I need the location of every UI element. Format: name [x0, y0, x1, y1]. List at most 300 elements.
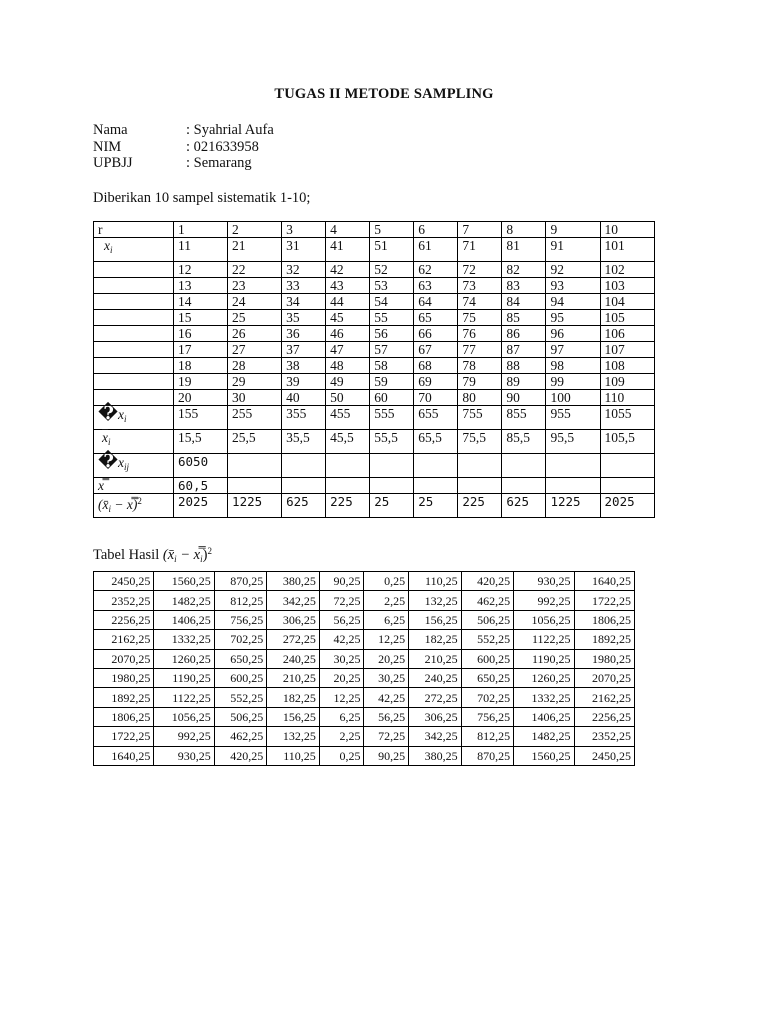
table2-title-sup: 2: [207, 546, 212, 556]
table-cell: 56,25: [364, 707, 409, 726]
table-cell: 24: [228, 294, 282, 310]
table-cell: 1260,25: [514, 668, 574, 687]
table-cell: 35: [282, 310, 326, 326]
table-cell: 46: [326, 326, 370, 342]
table-cell: [546, 478, 600, 494]
table-cell: 88: [502, 358, 546, 374]
table-cell: 2070,25: [94, 649, 154, 668]
table-cell: 342,25: [267, 591, 320, 610]
table-cell: 506,25: [214, 707, 267, 726]
table-cell: [94, 358, 174, 374]
table-cell: 6: [414, 222, 458, 238]
table-cell: 12,25: [319, 688, 364, 707]
table-cell: 71: [458, 238, 502, 262]
table-cell: 156,25: [267, 707, 320, 726]
table-cell: [228, 478, 282, 494]
table-cell: 1190,25: [154, 668, 214, 687]
table-cell: 36: [282, 326, 326, 342]
table-row: [94, 668, 635, 687]
table-cell: [94, 238, 174, 262]
table-cell: 106: [600, 326, 654, 342]
table-cell: 74: [458, 294, 502, 310]
table-cell: 625: [502, 494, 546, 518]
table-cell: 1225: [228, 494, 282, 518]
table-cell: 155: [174, 406, 228, 430]
table-cell: 4: [326, 222, 370, 238]
table-cell: 99: [546, 374, 600, 390]
table2-title-sub: i: [174, 554, 177, 564]
table-cell: 462,25: [214, 727, 267, 746]
table-cell: 80: [458, 390, 502, 406]
table-cell: 105: [600, 310, 654, 326]
table-cell: 79: [458, 374, 502, 390]
table-cell: 45: [326, 310, 370, 326]
table-cell: 102: [600, 262, 654, 278]
table-cell: 25: [228, 310, 282, 326]
table-cell: 2352,25: [94, 591, 154, 610]
table-cell: 31: [282, 238, 326, 262]
table-cell: 27: [228, 342, 282, 358]
table-cell: 72,25: [364, 727, 409, 746]
table-cell: 42,25: [364, 688, 409, 707]
page-title: TUGAS II METODE SAMPLING: [274, 86, 494, 102]
table-cell: 10: [600, 222, 654, 238]
table-cell: 22: [228, 262, 282, 278]
table-cell: 108: [600, 358, 654, 374]
table-cell: [94, 494, 174, 518]
table-cell: 29: [228, 374, 282, 390]
table-cell: 355: [282, 406, 326, 430]
table-cell: 56,25: [319, 610, 364, 629]
mean-var: $\overline{x}$: [102, 430, 108, 445]
table-cell: 91: [546, 238, 600, 262]
table-cell: 5: [370, 222, 414, 238]
table-row: [94, 688, 635, 707]
table-cell: [600, 454, 654, 478]
table-cell: 240,25: [409, 668, 462, 687]
table-cell: 1980,25: [94, 668, 154, 687]
table-cell: 702,25: [214, 630, 267, 649]
table-cell: 1640,25: [94, 746, 154, 765]
table-cell: 90,25: [364, 746, 409, 765]
table-row: [94, 238, 655, 262]
table-cell: 34: [282, 294, 326, 310]
table-cell: 1640,25: [574, 572, 634, 591]
table-cell: 73: [458, 278, 502, 294]
table-cell: 0,25: [364, 572, 409, 591]
table-cell: 19: [174, 374, 228, 390]
sq-label-sup: 2: [137, 496, 142, 506]
table-cell: 76: [458, 326, 502, 342]
total-sub: ij: [124, 462, 130, 472]
table-cell: 52: [370, 262, 414, 278]
table-row: [94, 342, 655, 358]
table-cell: 25,5: [228, 430, 282, 454]
table-row: [94, 294, 655, 310]
table-cell: 58: [370, 358, 414, 374]
table-cell: 2,25: [364, 591, 409, 610]
table-cell: 30: [228, 390, 282, 406]
table-cell: 756,25: [214, 610, 267, 629]
table-cell: [370, 454, 414, 478]
table-cell: 97: [546, 342, 600, 358]
table-cell: 1122,25: [154, 688, 214, 707]
table-cell: 1892,25: [574, 630, 634, 649]
table-cell: 1722,25: [94, 727, 154, 746]
table-row: [94, 390, 655, 406]
table-row-total: [94, 454, 655, 478]
result-table: [93, 571, 635, 766]
table-cell: x̿: [94, 478, 174, 494]
table-cell: [94, 342, 174, 358]
table2-title-expr: (x̄: [162, 547, 175, 563]
table-cell: 132,25: [267, 727, 320, 746]
table-cell: 69: [414, 374, 458, 390]
table-cell: 240,25: [267, 649, 320, 668]
table-cell: 13: [174, 278, 228, 294]
systematic-sample-table: [93, 221, 655, 518]
table-cell: 38: [282, 358, 326, 374]
table-row: [94, 610, 635, 629]
table-cell: 2450,25: [94, 572, 154, 591]
table-cell: 12: [174, 262, 228, 278]
table-cell: [326, 478, 370, 494]
table-cell: 42: [326, 262, 370, 278]
table-cell: 57: [370, 342, 414, 358]
table-cell: 37: [282, 342, 326, 358]
table-row: [94, 630, 635, 649]
table-cell: 210,25: [409, 649, 462, 668]
info-label: NIM: [93, 139, 122, 155]
table-row-header: [94, 222, 655, 238]
table-cell: 83: [502, 278, 546, 294]
table-cell: [94, 451, 174, 478]
table-cell: 1332,25: [514, 688, 574, 707]
table-row: [94, 374, 655, 390]
table-cell: 20: [174, 390, 228, 406]
table-cell: 306,25: [267, 610, 320, 629]
table-cell: 955: [546, 406, 600, 430]
table-cell: [94, 326, 174, 342]
table-cell: 552,25: [461, 630, 514, 649]
table-cell: 105,5: [600, 430, 654, 454]
table-cell: 26: [228, 326, 282, 342]
table-cell: 342,25: [409, 727, 462, 746]
table-cell: 96: [546, 326, 600, 342]
table-row-sum: [94, 406, 655, 430]
table-row: [94, 310, 655, 326]
table-cell: 92: [546, 262, 600, 278]
table-cell: [94, 294, 174, 310]
table-cell: [370, 478, 414, 494]
table-cell: 1055: [600, 406, 654, 430]
table-cell: [458, 478, 502, 494]
table-cell: 87: [502, 342, 546, 358]
table-cell: 30,25: [364, 668, 409, 687]
table-cell: 30,25: [319, 649, 364, 668]
intro-text: Diberikan 10 sampel sistematik 1-10;: [93, 190, 311, 206]
table-row: [94, 707, 635, 726]
table-cell: 992,25: [154, 727, 214, 746]
table-cell: [458, 454, 502, 478]
table-cell: 45,5: [326, 430, 370, 454]
sum-var: x: [118, 407, 125, 422]
table-cell: 2352,25: [574, 727, 634, 746]
table-cell: [228, 454, 282, 478]
table-cell: 1056,25: [514, 610, 574, 629]
table-cell: 8: [502, 222, 546, 238]
table-cell: 756,25: [461, 707, 514, 726]
table-cell: 35,5: [282, 430, 326, 454]
table-cell: 85: [502, 310, 546, 326]
table-cell: 84: [502, 294, 546, 310]
table-cell: 6,25: [364, 610, 409, 629]
table-cell: 23: [228, 278, 282, 294]
table-cell: 1190,25: [514, 649, 574, 668]
table-cell: 95,5: [546, 430, 600, 454]
table-cell: 78: [458, 358, 502, 374]
table-cell: [94, 262, 174, 278]
table-cell: [94, 310, 174, 326]
table-cell: 93: [546, 278, 600, 294]
table-cell: 702,25: [461, 688, 514, 707]
table-cell: 110,25: [409, 572, 462, 591]
table-cell: [282, 478, 326, 494]
table-cell: 930,25: [514, 572, 574, 591]
table-cell: 110: [600, 390, 654, 406]
table-cell: [326, 454, 370, 478]
table-cell: 48: [326, 358, 370, 374]
table-cell: 56: [370, 326, 414, 342]
info-label: Nama: [93, 122, 128, 138]
table-cell: 255: [228, 406, 282, 430]
table-cell: 1806,25: [94, 707, 154, 726]
table-cell: 1806,25: [574, 610, 634, 629]
table-cell: 47: [326, 342, 370, 358]
table-cell: 95: [546, 310, 600, 326]
table-cell: 39: [282, 374, 326, 390]
table-cell: 870,25: [214, 572, 267, 591]
x-label: x: [104, 238, 110, 253]
table-cell: 2,25: [319, 727, 364, 746]
table-cell: 0,25: [319, 746, 364, 765]
table-cell: 25: [414, 494, 458, 518]
table-cell: 51: [370, 238, 414, 262]
info-value: : Semarang: [186, 155, 252, 171]
table-cell: 85,5: [502, 430, 546, 454]
table-cell: 55: [370, 310, 414, 326]
sq-label-rest: − x̿): [111, 497, 138, 512]
info-value: : Syahrial Aufa: [186, 122, 274, 138]
sq-label-sub: i: [108, 504, 112, 514]
table-cell: 455: [326, 406, 370, 430]
table-cell: 2: [228, 222, 282, 238]
table-cell: 86: [502, 326, 546, 342]
table-cell: 1056,25: [154, 707, 214, 726]
table-cell: [414, 478, 458, 494]
table-cell: 1482,25: [514, 727, 574, 746]
table-cell: 44: [326, 294, 370, 310]
table-cell: 272,25: [409, 688, 462, 707]
table-cell: 65,5: [414, 430, 458, 454]
table2-title-prefix: Tabel Hasil: [93, 547, 163, 563]
table-cell: 552,25: [214, 688, 267, 707]
table-cell: 94: [546, 294, 600, 310]
table2-title-close: ): [202, 547, 208, 563]
table-cell: 90: [502, 390, 546, 406]
table-cell: 101: [600, 238, 654, 262]
table-cell: 41: [326, 238, 370, 262]
table-cell: [502, 478, 546, 494]
table-row-grand-mean: [94, 478, 655, 494]
table-cell: 11: [174, 238, 228, 262]
table-cell: 66: [414, 326, 458, 342]
table-cell: 65: [414, 310, 458, 326]
table-cell: 6050: [174, 454, 228, 478]
table-cell: 930,25: [154, 746, 214, 765]
table-cell: 272,25: [267, 630, 320, 649]
table-cell: 420,25: [461, 572, 514, 591]
table-cell: 104: [600, 294, 654, 310]
table-cell: 72: [458, 262, 502, 278]
table-cell: 20,25: [364, 649, 409, 668]
table-cell: 855: [502, 406, 546, 430]
table-cell: 812,25: [461, 727, 514, 746]
table-cell: 7: [458, 222, 502, 238]
table-row: [94, 591, 635, 610]
info-label: UPBJJ: [93, 155, 133, 171]
table-cell: 33: [282, 278, 326, 294]
table-cell: 103: [600, 278, 654, 294]
table-cell: 49: [326, 374, 370, 390]
table-cell: 1260,25: [154, 649, 214, 668]
sum-symbol: �: [98, 403, 119, 423]
table-cell: 625: [282, 494, 326, 518]
table-cell: 600,25: [461, 649, 514, 668]
table-cell: 17: [174, 342, 228, 358]
sum-symbol: �: [98, 451, 119, 471]
table2-title-expr-rest: − x̿: [176, 547, 201, 563]
table-cell: 2256,25: [574, 707, 634, 726]
table-cell: [94, 403, 174, 430]
table-cell: 63: [414, 278, 458, 294]
table-cell: 1406,25: [154, 610, 214, 629]
table-row: [94, 746, 635, 765]
table-cell: 506,25: [461, 610, 514, 629]
table-cell: 9: [546, 222, 600, 238]
table-cell: 75,5: [458, 430, 502, 454]
mean-sub: i: [108, 437, 111, 447]
table-cell: 182,25: [409, 630, 462, 649]
table-cell: 12,25: [364, 630, 409, 649]
table-cell: [414, 454, 458, 478]
table-cell: 1892,25: [94, 688, 154, 707]
table-cell: 380,25: [267, 572, 320, 591]
table-cell: 15: [174, 310, 228, 326]
table-cell: 98: [546, 358, 600, 374]
sq-label: (x̄: [98, 497, 109, 512]
table-cell: 60: [370, 390, 414, 406]
table-cell: 2450,25: [574, 746, 634, 765]
table-cell: 50: [326, 390, 370, 406]
table-cell: [94, 278, 174, 294]
table-cell: 600,25: [214, 668, 267, 687]
table-cell: 755: [458, 406, 502, 430]
table-cell: 132,25: [409, 591, 462, 610]
table-cell: 32: [282, 262, 326, 278]
table-cell: 210,25: [267, 668, 320, 687]
total-var: x: [118, 455, 125, 470]
table-cell: 156,25: [409, 610, 462, 629]
table-cell: 43: [326, 278, 370, 294]
table-cell: [94, 430, 174, 454]
table-cell: 60,5: [174, 478, 228, 494]
table2-title: [93, 546, 212, 564]
table-cell: [502, 454, 546, 478]
table2-title-sub2: i: [200, 554, 203, 564]
table-cell: 812,25: [214, 591, 267, 610]
table-cell: 81: [502, 238, 546, 262]
table-cell: 2070,25: [574, 668, 634, 687]
table-cell: [282, 454, 326, 478]
table-cell: 1406,25: [514, 707, 574, 726]
table-cell: 6,25: [319, 707, 364, 726]
table-cell: 870,25: [461, 746, 514, 765]
table-cell: 650,25: [214, 649, 267, 668]
table-cell: 21: [228, 238, 282, 262]
table-cell: 55,5: [370, 430, 414, 454]
table-cell: 420,25: [214, 746, 267, 765]
table-cell: 1482,25: [154, 591, 214, 610]
table-cell: 18: [174, 358, 228, 374]
table-cell: 70: [414, 390, 458, 406]
table-cell: 306,25: [409, 707, 462, 726]
x-sub: i: [110, 245, 113, 255]
table-cell: 555: [370, 406, 414, 430]
table-cell: 59: [370, 374, 414, 390]
table-cell: 68: [414, 358, 458, 374]
table-cell: 1: [174, 222, 228, 238]
table-cell: 1225: [546, 494, 600, 518]
table-cell: 462,25: [461, 591, 514, 610]
table-cell: 1722,25: [574, 591, 634, 610]
table-cell: 16: [174, 326, 228, 342]
table-cell: 2256,25: [94, 610, 154, 629]
table-cell: 89: [502, 374, 546, 390]
table-row-squared-dev: [94, 494, 655, 518]
table-cell: 54: [370, 294, 414, 310]
table-row: [94, 278, 655, 294]
table-cell: 25: [370, 494, 414, 518]
table-cell: 62: [414, 262, 458, 278]
table-row: [94, 262, 655, 278]
table-cell: 1980,25: [574, 649, 634, 668]
table-cell: 109: [600, 374, 654, 390]
table-cell: 3: [282, 222, 326, 238]
table-cell: [546, 454, 600, 478]
table-cell: 1332,25: [154, 630, 214, 649]
table-cell: 90,25: [319, 572, 364, 591]
table-row: [94, 358, 655, 374]
table-cell: 1122,25: [514, 630, 574, 649]
table-cell: 61: [414, 238, 458, 262]
table-row-mean: [94, 430, 655, 454]
table-row: [94, 649, 635, 668]
table-row: [94, 572, 635, 591]
table-cell: 225: [458, 494, 502, 518]
table-cell: 655: [414, 406, 458, 430]
table-cell: 67: [414, 342, 458, 358]
